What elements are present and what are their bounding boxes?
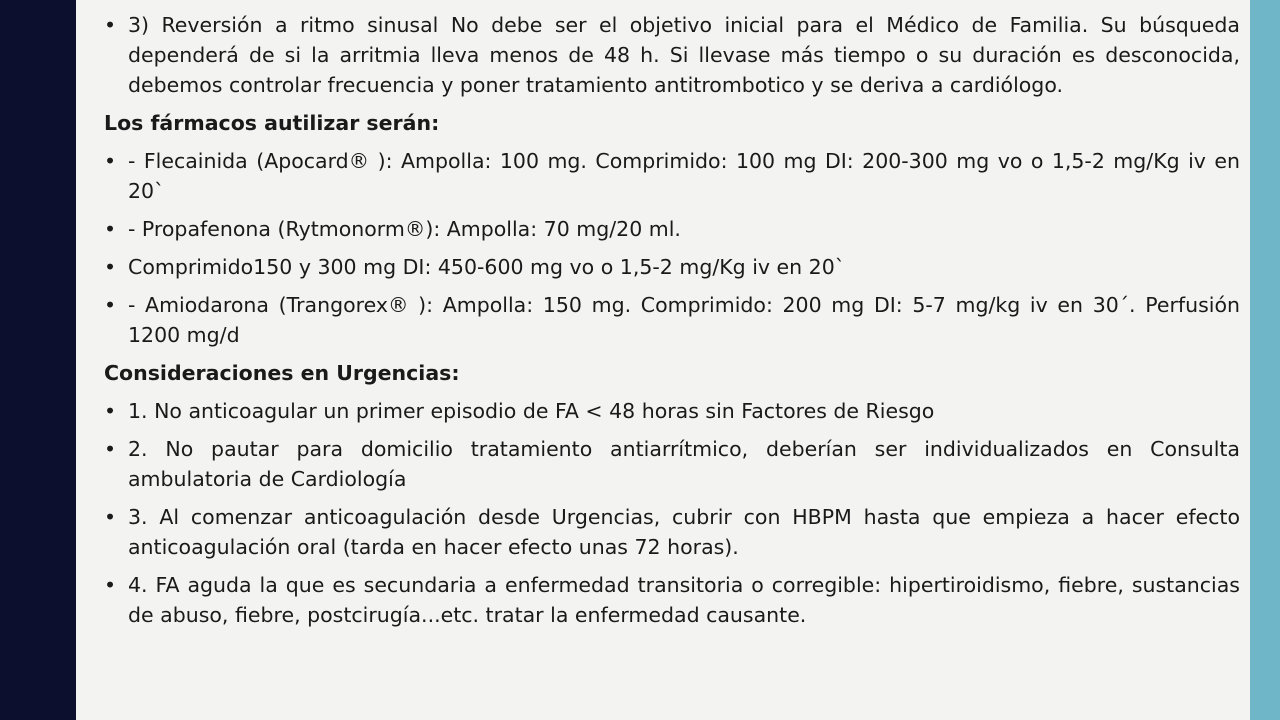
bullet-dot-icon: • <box>104 505 117 529</box>
bullet-dot-icon: • <box>104 437 117 461</box>
bullet-item <box>104 396 1240 426</box>
left-accent-band <box>0 0 76 720</box>
bullet-item <box>104 252 1240 282</box>
section-heading: Los fármacos autilizar serán: <box>104 111 440 135</box>
bullet-dot-icon: • <box>104 573 117 597</box>
slide-body <box>104 10 1240 638</box>
bullet-dot-icon: • <box>104 217 117 241</box>
bullet-item <box>104 10 1240 100</box>
bullet-text: - Amiodarona (Trangorex® ): Ampolla: 150 mg. Comprimido: 200 mg DI: 5-7 mg/kg iv en 30´. Perfusión 1200 mg/d <box>128 293 1240 347</box>
bullet-item <box>104 290 1240 350</box>
bullet-dot-icon: • <box>104 399 117 423</box>
bullet-text: 3) Reversión a ritmo sinusal No debe ser el objetivo inicial para el Médico de Familia. Su búsqueda dependerá de si la arritmia lleva menos de 48 h. Si llevase más tiempo o su duración es desconocida, debemos controlar frecuencia y poner tratamiento antitrombotico y se deriva a cardiólogo. <box>128 13 1240 97</box>
bullet-text: 1. No anticoagular un primer episodio de FA < 48 horas sin Factores de Riesgo <box>128 399 935 423</box>
bullet-dot-icon: • <box>104 149 117 173</box>
section-heading: Consideraciones en Urgencias: <box>104 361 460 385</box>
bullet-dot-icon: • <box>104 13 117 37</box>
bullet-dot-icon: • <box>104 255 117 279</box>
bullet-item <box>104 502 1240 562</box>
bullet-item <box>104 570 1240 630</box>
bullet-item <box>104 146 1240 206</box>
bullet-item <box>104 434 1240 494</box>
bullet-text: 3. Al comenzar anticoagulación desde Urgencias, cubrir con HBPM hasta que empieza a hacer efecto anticoagulación oral (tarda en hacer efecto unas 72 horas). <box>128 505 1240 559</box>
bullet-dot-icon: • <box>104 293 117 317</box>
right-accent-band <box>1250 0 1280 720</box>
bullet-text: - Flecainida (Apocard® ): Ampolla: 100 mg. Comprimido: 100 mg DI: 200-300 mg vo o 1,5-2 mg/Kg iv en 20` <box>128 149 1240 203</box>
bullet-text: - Propafenona (Rytmonorm®): Ampolla: 70 mg/20 ml. <box>128 217 681 241</box>
bullet-item <box>104 214 1240 244</box>
bullet-text: 4. FA aguda la que es secundaria a enfermedad transitoria o corregible: hipertiroidismo, fiebre, sustancias de abuso, fiebre, postcirugía...etc. tratar la enfermedad causante. <box>128 573 1240 627</box>
bullet-text: Comprimido150 y 300 mg DI: 450-600 mg vo o 1,5-2 mg/Kg iv en 20` <box>128 255 846 279</box>
bullet-text: 2. No pautar para domicilio tratamiento antiarrítmico, deberían ser individualizados en Consulta ambulatoria de Cardiología <box>128 437 1240 491</box>
